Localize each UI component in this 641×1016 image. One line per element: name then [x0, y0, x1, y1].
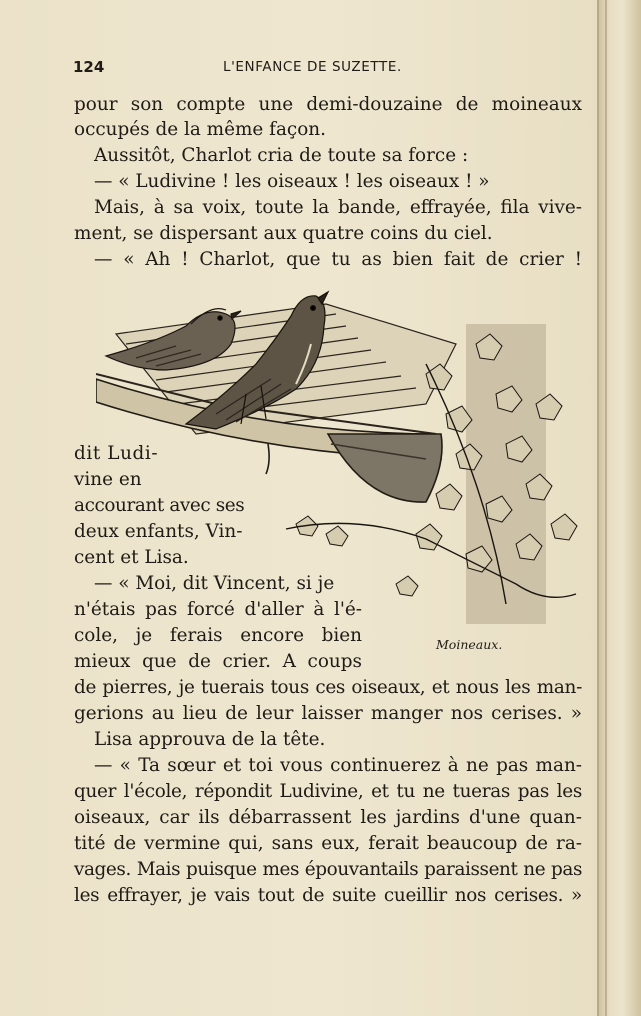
- text-line: oiseaux, car ils débarrassent les jardins d'une quan-: [74, 807, 582, 828]
- text-line: pour son compte une demi-douzaine de moineaux: [74, 94, 582, 115]
- running-head: L'ENFANCE DE SUZETTE.: [223, 59, 402, 75]
- text-line: — « Moi, dit Vincent, si je: [94, 573, 335, 594]
- text-line: ment, se dispersant aux quatre coins du ciel.: [74, 223, 493, 244]
- text-line: — « Ta sœur et toi vous continuerez à ne pas man-: [94, 755, 582, 776]
- text-line: mieux que de crier. A coups: [74, 651, 362, 672]
- text-line: Lisa approuva de la tête.: [94, 729, 326, 750]
- text-line: deux enfants, Vin-: [74, 521, 243, 542]
- text-line: vine en: [74, 469, 142, 490]
- text-line: n'étais pas forcé d'aller à l'é-: [74, 599, 362, 620]
- text-line: accourant avec ses: [74, 495, 245, 516]
- text-line: — « Ah ! Charlot, que tu as bien fait de crier !: [94, 249, 582, 270]
- text-line: — « Ludivine ! les oiseaux ! les oiseaux ! »: [94, 171, 490, 192]
- text-line: de pierres, je tuerais tous ces oiseaux, et nous les man-: [74, 677, 582, 698]
- figure-caption: Moineaux.: [436, 637, 503, 652]
- text-line: Aussitôt, Charlot cria de toute sa force :: [94, 145, 469, 166]
- text-line: dit Ludi-: [74, 443, 159, 464]
- text-line: vages. Mais puisque mes épouvantails paraissent ne pas: [74, 859, 582, 880]
- text-line: cent et Lisa.: [74, 547, 189, 568]
- page-number: 124: [73, 58, 105, 76]
- text-line: occupés de la même façon.: [74, 119, 326, 140]
- book-spine: [597, 0, 641, 1016]
- text-line: tité de vermine qui, sans eux, ferait beaucoup de ra-: [74, 833, 582, 854]
- text-line: les effrayer, je vais tout de suite cueillir nos cerises. »: [74, 885, 582, 906]
- text-line: gerions au lieu de leur laisser manger nos cerises. »: [74, 703, 582, 724]
- text-line: quer l'école, répondit Ludivine, et tu ne tueras pas les: [74, 781, 582, 802]
- text-line: Mais, à sa voix, toute la bande, effrayée, fila vive-: [94, 197, 582, 218]
- page-header: [73, 58, 583, 82]
- text-line: cole, je ferais encore bien: [74, 625, 362, 646]
